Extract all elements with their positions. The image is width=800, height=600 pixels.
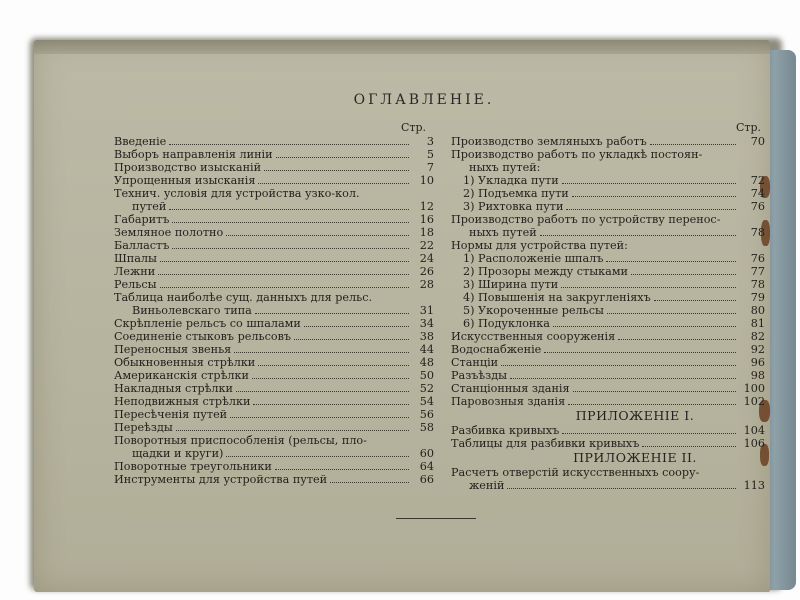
toc-entry-label: Пересѣченія путей (114, 408, 228, 421)
toc-entry-label: Таблица наиболѣе сущ. данныхъ для рельс. (114, 291, 373, 304)
toc-entry-label: Американскія стрѣлки (114, 369, 249, 382)
toc-entry-page: 24 (419, 252, 434, 265)
toc-entry-page: 38 (419, 330, 434, 343)
toc-entry-page: 76 (750, 200, 765, 213)
toc-entry-page: 70 (750, 135, 765, 148)
dot-leader (160, 286, 409, 288)
dot-leader (642, 445, 736, 447)
toc-entry (114, 278, 434, 291)
toc-entry-label: Накладныя стрѣлки (114, 382, 233, 395)
toc-entry-label: путей (132, 200, 167, 213)
dot-leader (723, 222, 736, 223)
toc-entry-page: 104 (743, 424, 765, 437)
toc-entry-page: 64 (419, 460, 434, 473)
dot-leader (553, 325, 736, 327)
toc-entry-page: 28 (419, 278, 434, 291)
dot-leader (543, 170, 736, 171)
toc-entry (451, 135, 765, 148)
toc-entry-label: Переѣзды (114, 421, 173, 434)
toc-entry-page: 26 (419, 265, 434, 278)
toc-entry-label: Поворотные треугольники (114, 460, 272, 473)
toc-entry (114, 473, 434, 486)
dot-leader (507, 487, 736, 489)
toc-entry-label: Станціи (451, 356, 499, 369)
closing-rule (396, 518, 476, 519)
toc-entry-page: 106 (743, 437, 765, 450)
dot-leader (607, 312, 736, 314)
toc-entry-page: 96 (750, 356, 765, 369)
dot-leader (172, 247, 409, 249)
toc-entry (451, 291, 765, 304)
toc-entry-label: Рельсы (114, 278, 157, 291)
dot-leader (264, 169, 409, 171)
toc-right-column (451, 121, 765, 492)
toc-entry (114, 330, 434, 343)
toc-entry-label: Поворотныя приспособленія (рельсы, пло- (114, 434, 367, 447)
dot-leader (631, 248, 736, 249)
toc-entry-label: Обыкновенныя стрѣлки (114, 356, 256, 369)
toc-entry-page: 50 (419, 369, 434, 382)
toc-entry (451, 252, 765, 265)
dot-leader (253, 403, 409, 405)
dot-leader (252, 377, 409, 379)
toc-entry-page: 44 (419, 343, 434, 356)
toc-entry-label: Производство работъ по устройству перенос- (451, 213, 721, 226)
toc-entry-page: 54 (419, 395, 434, 408)
toc-entry-label: 1) Укладка пути (463, 174, 559, 187)
toc-entry-page: 58 (419, 421, 434, 434)
dot-leader (160, 260, 409, 262)
toc-entry (114, 200, 434, 213)
toc-entry (451, 187, 765, 200)
toc-entry-label: Виньолевскаго типа (132, 304, 252, 317)
toc-entry-label: 1) Расположеніе шпалъ (463, 252, 604, 265)
appendix-heading: ПРИЛОЖЕНІЕ II. (573, 450, 697, 465)
toc-entry (451, 466, 765, 479)
toc-entry-label: Упрощенныя изысканія (114, 174, 256, 187)
dot-leader (510, 377, 736, 379)
toc-left-entries (114, 135, 434, 486)
toc-entry-label: 6) Подуклонка (463, 317, 550, 330)
toc-entry (451, 479, 765, 492)
toc-entry-page: 52 (419, 382, 434, 395)
dot-leader (276, 156, 409, 158)
toc-entry-page: 113 (743, 479, 765, 492)
toc-entry-page: 74 (750, 187, 765, 200)
dot-leader (501, 364, 736, 366)
toc-entry-label: Соединеніе стыковъ рельсовъ (114, 330, 292, 343)
toc-entry-page: 100 (743, 382, 765, 395)
dot-leader (562, 432, 736, 434)
toc-entry-page: 82 (750, 330, 765, 343)
toc-entry-page: 48 (419, 356, 434, 369)
toc-entry-label: Лежни (114, 265, 156, 278)
dot-leader (236, 390, 409, 392)
dot-leader (294, 338, 409, 340)
toc-entry (451, 213, 765, 226)
toc-entry (451, 437, 765, 450)
page-column-header: Стр. (735, 121, 761, 134)
toc-entry (451, 200, 765, 213)
toc-entry-label: Балластъ (114, 239, 170, 252)
toc-entry-label: Производство земляныхъ работъ (451, 135, 647, 148)
toc-entry-page: 79 (750, 291, 765, 304)
toc-entry (451, 330, 765, 343)
toc-entry-page: 3 (426, 135, 434, 148)
toc-entry-label: Расчетъ отверстій искусственныхъ соору- (451, 466, 700, 479)
toc-entry (451, 161, 765, 174)
dot-leader (226, 234, 409, 236)
dot-leader (176, 429, 409, 431)
toc-entry-label: Водоснабженіе (451, 343, 542, 356)
dot-leader (226, 455, 409, 457)
toc-entry-label: 4) Повышенія на закругленіяхъ (463, 291, 651, 304)
toc-entry (451, 148, 765, 161)
toc-left-column (114, 121, 434, 486)
toc-entry-label: ныхъ путей: (469, 161, 541, 174)
page-column-header: Стр. (400, 121, 426, 134)
dot-leader (544, 351, 736, 353)
toc-entry (451, 369, 765, 382)
toc-entry (114, 213, 434, 226)
dot-leader (618, 338, 736, 340)
toc-entry (114, 382, 434, 395)
toc-entry (114, 447, 434, 460)
dot-leader (540, 234, 736, 236)
toc-entry-label: Введеніе (114, 135, 167, 148)
dot-leader (606, 260, 736, 262)
toc-entry (114, 265, 434, 278)
toc-entry (114, 239, 434, 252)
toc-entry-label: Производство работъ по укладкѣ постоян- (451, 148, 703, 161)
toc-entry (451, 239, 765, 252)
toc-entry-page: 16 (419, 213, 434, 226)
dot-leader (230, 416, 409, 418)
toc-entry (114, 408, 434, 421)
toc-entry-label: ныхъ путей (469, 226, 537, 239)
toc-entry (451, 317, 765, 330)
toc-entry (451, 278, 765, 291)
toc-entry-label: Искусственныя сооруженія (451, 330, 616, 343)
toc-entry-page: 98 (750, 369, 765, 382)
dot-leader (304, 325, 409, 327)
dot-leader (650, 143, 736, 145)
dot-leader (158, 273, 409, 275)
toc-entry (451, 304, 765, 317)
toc-entry-label: 2) Подъемка пути (463, 187, 569, 200)
toc-entry-page: 77 (750, 265, 765, 278)
toc-entry (114, 161, 434, 174)
toc-entry (114, 226, 434, 239)
dot-leader (234, 351, 409, 353)
toc-entry (114, 395, 434, 408)
toc-entry-page: 76 (750, 252, 765, 265)
toc-entry-label: 3) Ширина пути (463, 278, 559, 291)
dot-leader (169, 208, 409, 210)
toc-entry (114, 369, 434, 382)
dot-leader (572, 195, 736, 197)
dot-leader (275, 468, 409, 470)
toc-entry (451, 424, 765, 437)
dot-leader (172, 221, 409, 223)
toc-entry-label: Паровозныя зданія (451, 395, 566, 408)
toc-entry (114, 421, 434, 434)
toc-entry-page: 22 (419, 239, 434, 252)
toc-entry-label: Переносныя звенья (114, 343, 232, 356)
toc-entry (114, 174, 434, 187)
toc-entry (114, 356, 434, 369)
dot-leader (370, 443, 409, 444)
dot-leader (631, 273, 736, 275)
toc-entry (114, 135, 434, 148)
dot-leader (255, 312, 409, 314)
toc-entry-label: Габаритъ (114, 213, 170, 226)
dot-leader (330, 481, 409, 483)
toc-entry-label: 2) Прозоры между стыками (463, 265, 628, 278)
toc-entry-page: 34 (419, 317, 434, 330)
dot-leader (561, 286, 736, 288)
toc-entry-label: Земляное полотно (114, 226, 224, 239)
toc-entry-label: женій (469, 479, 505, 492)
page-top-shadow (34, 40, 770, 54)
dot-leader (702, 475, 736, 476)
toc-entry-page: 92 (750, 343, 765, 356)
toc-entry (114, 148, 434, 161)
dot-leader (568, 403, 736, 405)
appendix-heading: ПРИЛОЖЕНІЕ I. (575, 408, 695, 423)
toc-entry-label: щадки и круги) (132, 447, 224, 460)
toc-entry-page: 66 (419, 473, 434, 486)
toc-appendix1-entries (451, 424, 765, 450)
toc-entry-page: 78 (750, 278, 765, 291)
toc-entry-label: Выборъ направленія линіи (114, 148, 273, 161)
toc-entry-label: Инструменты для устройства путей (114, 473, 328, 486)
dot-leader (258, 364, 409, 366)
toc-entry-page: 31 (419, 304, 434, 317)
toc-entry-label: Станціонныя зданія (451, 382, 570, 395)
toc-entry-page: 5 (426, 148, 434, 161)
toc-entry-page: 102 (743, 395, 765, 408)
toc-entry (451, 265, 765, 278)
toc-entry (114, 434, 434, 447)
toc-entry (451, 174, 765, 187)
toc-entry-label: 5) Укороченные рельсы (463, 304, 604, 317)
toc-title: ОГЛАВЛЕНІЕ. (353, 92, 495, 108)
toc-entry (114, 343, 434, 356)
toc-entry-page: 18 (419, 226, 434, 239)
toc-entry (114, 291, 434, 304)
toc-entry-label: Разъѣзды (451, 369, 508, 382)
toc-entry (451, 343, 765, 356)
toc-entry-label: Разбивка кривыхъ (451, 424, 560, 437)
toc-entry (114, 187, 434, 200)
toc-entry (451, 395, 765, 408)
toc-entry (114, 252, 434, 265)
toc-entry-page: 78 (750, 226, 765, 239)
toc-entry (451, 382, 765, 395)
toc-entry (451, 226, 765, 239)
dot-leader (375, 300, 409, 301)
toc-right-entries (451, 135, 765, 408)
dot-leader (573, 390, 736, 392)
dot-leader (258, 182, 409, 184)
toc-entry (114, 317, 434, 330)
toc-entry-page: 7 (426, 161, 434, 174)
toc-entry-page: 56 (419, 408, 434, 421)
toc-entry (114, 304, 434, 317)
dot-leader (566, 208, 736, 210)
toc-entry-page: 80 (750, 304, 765, 317)
toc-entry-page: 10 (419, 174, 434, 187)
dot-leader (654, 299, 736, 301)
toc-entry-page: 81 (750, 317, 765, 330)
dot-leader (705, 157, 736, 158)
toc-entry-label: Нормы для устройства путей: (451, 239, 628, 252)
toc-entry-label: Производство изысканій (114, 161, 262, 174)
toc-entry-label: Скрѣпленіе рельсъ со шпалами (114, 317, 301, 330)
dot-leader (169, 143, 409, 145)
toc-appendix2-entries (451, 466, 765, 492)
toc-entry-page: 12 (419, 200, 434, 213)
dot-leader (562, 182, 736, 184)
dot-leader (363, 196, 409, 197)
toc-entry-label: 3) Рихтовка пути (463, 200, 564, 213)
toc-entry (451, 356, 765, 369)
toc-entry-page: 60 (419, 447, 434, 460)
toc-entry-label: Таблицы для разбивки кривыхъ (451, 437, 640, 450)
toc-entry-label: Технич. условія для устройства узко-кол. (114, 187, 360, 200)
toc-entry-page: 72 (750, 174, 765, 187)
toc-entry-label: Шпалы (114, 252, 157, 265)
toc-entry-label: Неподвижныя стрѣлки (114, 395, 251, 408)
toc-entry (114, 460, 434, 473)
